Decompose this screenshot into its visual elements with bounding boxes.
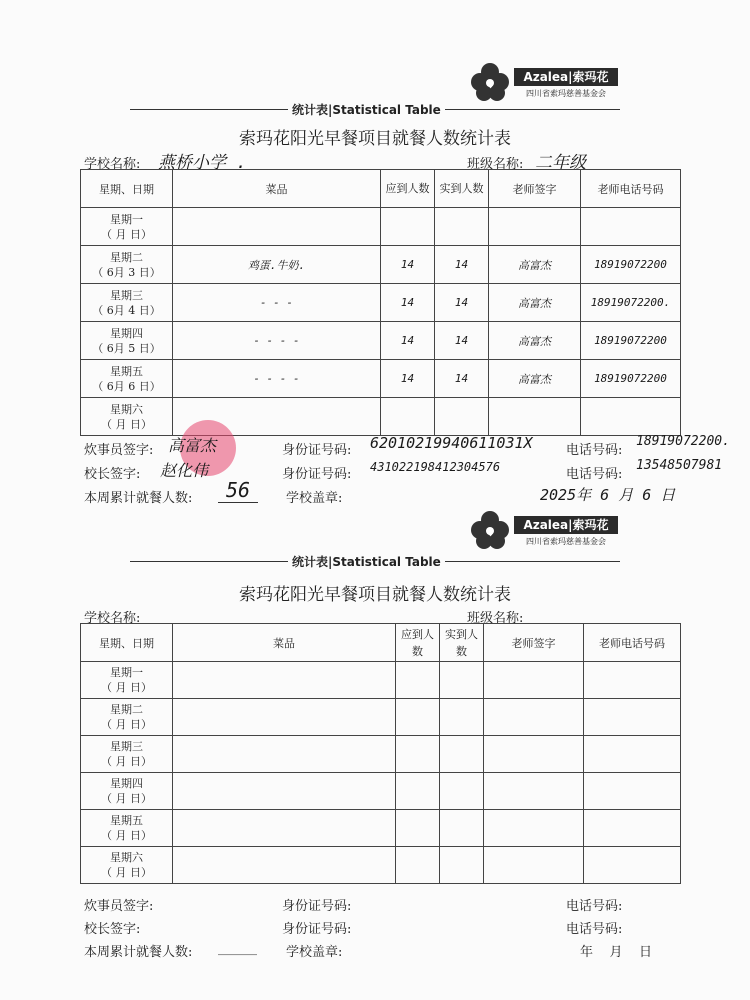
cook-id-value: 62010219940611031X — [370, 434, 533, 452]
expected-cell — [396, 773, 440, 810]
header-day: 星期、日期 — [81, 624, 173, 662]
azalea-flower-icon — [468, 60, 512, 104]
day-cell: 星期二 （ 月 日） — [81, 699, 173, 736]
class-label: 班级名称: — [467, 157, 524, 172]
day-cell: 星期三 （ 6月 4 日） — [81, 284, 173, 322]
phone-cell — [581, 208, 681, 246]
actual-cell — [440, 736, 484, 773]
header-teacher: 老师签字 — [484, 624, 584, 662]
teacher-cell: 高富杰 — [489, 284, 581, 322]
table-row — [81, 810, 681, 847]
attendance-table — [80, 623, 681, 884]
actual-cell — [435, 208, 489, 246]
actual-cell — [435, 398, 489, 436]
day-cell: 星期四 （ 6月 5 日） — [81, 322, 173, 360]
form-title: 索玛花阳光早餐项目就餐人数统计表 — [239, 585, 511, 605]
header-day: 星期、日期 — [81, 170, 173, 208]
logo-text: Azalea|索玛花 — [514, 516, 618, 534]
principal-label: 校长签字: — [84, 922, 141, 937]
menu-cell — [173, 662, 396, 699]
header-expected: 应到人数 — [396, 624, 440, 662]
expected-cell — [396, 699, 440, 736]
form-date: 年 月 日 — [580, 945, 653, 960]
menu-cell — [173, 208, 381, 246]
principal-signature: 赵化伟 — [160, 461, 209, 480]
actual-cell: 14 — [435, 360, 489, 398]
actual-cell: 14 — [435, 284, 489, 322]
day-cell: 星期五 （ 6月 6 日） — [81, 360, 173, 398]
phone-cell: 18919072200 — [581, 322, 681, 360]
menu-cell: - - - - — [173, 322, 381, 360]
table-row — [81, 847, 681, 884]
teacher-cell — [484, 736, 584, 773]
principal-label: 校长签字: — [84, 467, 141, 482]
table-row — [81, 284, 681, 322]
teacher-cell — [484, 662, 584, 699]
form-title: 索玛花阳光早餐项目就餐人数统计表 — [239, 129, 511, 149]
teacher-cell: 高富杰 — [489, 246, 581, 284]
table-row — [81, 322, 681, 360]
table-header — [81, 170, 681, 208]
school-label: 学校名称: — [84, 157, 141, 172]
cook-phone-label: 电话号码: — [566, 899, 623, 914]
expected-cell — [396, 662, 440, 699]
section-title: 统计表|Statistical Table — [288, 553, 445, 570]
weekly-total-value: ______ — [218, 941, 257, 956]
menu-cell: - - - - — [173, 360, 381, 398]
teacher-cell — [484, 699, 584, 736]
header-actual: 实到人数 — [440, 624, 484, 662]
principal-phone-value: 13548507981 — [636, 458, 723, 473]
azalea-flower-icon — [468, 508, 512, 552]
table-row — [81, 208, 681, 246]
table-row — [81, 773, 681, 810]
header-phone: 老师电话号码 — [584, 624, 681, 662]
day-cell: 星期五 （ 月 日） — [81, 810, 173, 847]
teacher-cell — [484, 773, 584, 810]
expected-cell — [381, 208, 435, 246]
teacher-cell — [484, 847, 584, 884]
school-stamp-label: 学校盖章: — [286, 491, 343, 506]
school-value: 燕桥小学 . — [158, 153, 247, 173]
menu-cell: 鸡蛋.牛奶. — [173, 246, 381, 284]
menu-cell: - - - — [173, 284, 381, 322]
header-phone: 老师电话号码 — [581, 170, 681, 208]
class-value: 二年级 — [535, 153, 586, 173]
school-label: 学校名称: — [84, 611, 141, 626]
table-row — [81, 699, 681, 736]
header-menu: 菜品 — [173, 624, 396, 662]
weekly-total-label: 本周累计就餐人数: — [84, 491, 193, 506]
phone-cell — [584, 736, 681, 773]
menu-cell — [173, 810, 396, 847]
phone-cell — [584, 662, 681, 699]
day-cell: 星期一 （ 月 日） — [81, 208, 173, 246]
table-header — [81, 624, 681, 662]
day-cell: 星期二 （ 6月 3 日） — [81, 246, 173, 284]
teacher-cell — [484, 810, 584, 847]
expected-cell: 14 — [381, 246, 435, 284]
expected-cell — [396, 847, 440, 884]
form-date: 2025年 6 月 6 日 — [540, 486, 676, 504]
expected-cell — [396, 736, 440, 773]
teacher-cell: 高富杰 — [489, 360, 581, 398]
attendance-table — [80, 169, 681, 436]
cook-phone-label: 电话号码: — [566, 443, 623, 458]
cook-signature: 高富杰 — [168, 436, 217, 455]
cook-label: 炊事员签字: — [84, 899, 154, 914]
phone-cell: 18919072200. — [581, 284, 681, 322]
table-row — [81, 360, 681, 398]
cook-phone-value: 18919072200. — [636, 434, 730, 449]
phone-cell: 18919072200 — [581, 246, 681, 284]
school-stamp-label: 学校盖章: — [286, 945, 343, 960]
cook-id-label: 身份证号码: — [282, 899, 352, 914]
section-title: 统计表|Statistical Table — [288, 101, 445, 118]
actual-cell: 14 — [435, 322, 489, 360]
expected-cell: 14 — [381, 284, 435, 322]
header-actual: 实到人数 — [435, 170, 489, 208]
principal-id-label: 身份证号码: — [282, 922, 352, 937]
brand-logo — [468, 506, 618, 556]
day-cell: 星期六 （ 月 日） — [81, 398, 173, 436]
logo-subtext: 四川省索玛慈善基金会 — [526, 89, 606, 98]
actual-cell — [440, 847, 484, 884]
phone-cell — [584, 773, 681, 810]
class-label: 班级名称: — [467, 611, 524, 626]
principal-phone-label: 电话号码: — [566, 467, 623, 482]
principal-id-value: 431022198412304576 — [370, 460, 501, 474]
actual-cell: 14 — [435, 246, 489, 284]
expected-cell — [381, 398, 435, 436]
header-teacher: 老师签字 — [489, 170, 581, 208]
teacher-cell — [489, 208, 581, 246]
expected-cell — [396, 810, 440, 847]
day-cell: 星期一 （ 月 日） — [81, 662, 173, 699]
phone-cell — [584, 699, 681, 736]
actual-cell — [440, 699, 484, 736]
weekly-total-value: 56 — [218, 478, 258, 503]
phone-cell — [581, 398, 681, 436]
principal-id-label: 身份证号码: — [282, 467, 352, 482]
table-row — [81, 736, 681, 773]
day-cell: 星期三 （ 月 日） — [81, 736, 173, 773]
brand-logo — [468, 58, 618, 108]
actual-cell — [440, 662, 484, 699]
actual-cell — [440, 810, 484, 847]
phone-cell — [584, 810, 681, 847]
expected-cell: 14 — [381, 360, 435, 398]
expected-cell: 14 — [381, 322, 435, 360]
actual-cell — [440, 773, 484, 810]
phone-cell: 18919072200 — [581, 360, 681, 398]
table-row — [81, 246, 681, 284]
header-menu: 菜品 — [173, 170, 381, 208]
cook-label: 炊事员签字: — [84, 443, 154, 458]
weekly-total-label: 本周累计就餐人数: — [84, 945, 193, 960]
header-expected: 应到人数 — [381, 170, 435, 208]
menu-cell — [173, 736, 396, 773]
phone-cell — [584, 847, 681, 884]
day-cell: 星期四 （ 月 日） — [81, 773, 173, 810]
table-row — [81, 662, 681, 699]
teacher-cell — [489, 398, 581, 436]
menu-cell — [173, 773, 396, 810]
menu-cell — [173, 847, 396, 884]
day-cell: 星期六 （ 月 日） — [81, 847, 173, 884]
principal-phone-label: 电话号码: — [566, 922, 623, 937]
cook-id-label: 身份证号码: — [282, 443, 352, 458]
logo-text: Azalea|索玛花 — [514, 68, 618, 86]
table-row — [81, 398, 681, 436]
teacher-cell: 高富杰 — [489, 322, 581, 360]
logo-subtext: 四川省索玛慈善基金会 — [526, 537, 606, 546]
menu-cell — [173, 699, 396, 736]
